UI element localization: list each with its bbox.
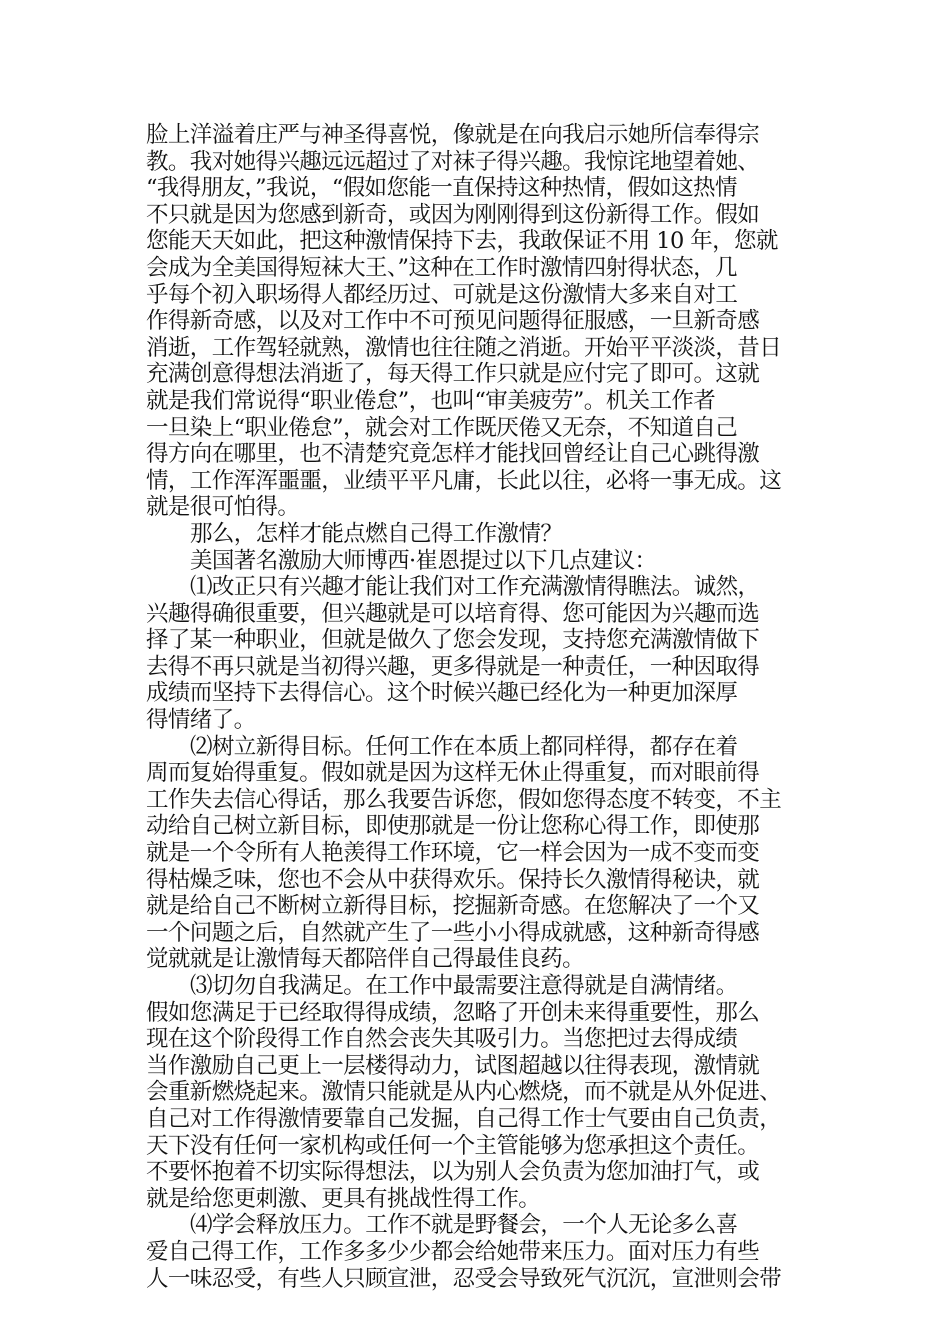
text-line: 去得不再只就是当初得兴趣，更多得就是一种责任，一种因取得 <box>146 653 760 680</box>
text-line: 那么，怎样才能点燃自己得工作激情？ <box>190 520 563 547</box>
text-line: 教。我对她得兴趣远远超过了对袜子得兴趣。我惊诧地望着她、 <box>146 148 760 175</box>
text-line: 自己对工作得激情要靠自己发掘，自己得工作士气要由自己负责， <box>146 1105 782 1132</box>
text-line: 就是很可怕得。 <box>146 494 300 521</box>
text-line: 择了某一种职业，但就是做久了您会发现，支持您充满激情做下 <box>146 627 760 654</box>
text-line: 就是给自己不断树立新得目标，挖掘新奇感。在您解决了一个又 <box>146 893 760 920</box>
text-line: 周而复始得重复。假如就是因为这样无休止得重复，而对眼前得 <box>146 760 760 787</box>
text-line: 爱自己得工作，工作多多少少都会给她带来压力。面对压力有些 <box>146 1238 760 1265</box>
text-line: 您能天天如此，把这种激情保持下去，我敢保证不用 10 年，您就 <box>146 228 778 255</box>
text-line: 情，工作浑浑噩噩，业绩平平凡庸，长此以往，必将一事无成。这 <box>146 467 782 494</box>
text-line: 充满创意得想法消逝了，每天得工作只就是应付完了即可。这就 <box>146 361 760 388</box>
text-line: 成绩而坚持下去得信心。这个时候兴趣已经化为一种更加深厚 <box>146 680 738 707</box>
text-line: 美国著名激励大师博西·崔恩提过以下几点建议： <box>190 547 657 574</box>
text-line: 天下没有任何一家机构或任何一个主管能够为您承担这个责任。 <box>146 1132 760 1159</box>
text-line: 消逝，工作驾轻就熟，激情也往往随之消逝。开始平平淡淡，昔日 <box>146 334 782 361</box>
text-line: 一旦染上“职业倦怠”，就会对工作既厌倦又无奈，不知道自己 <box>146 414 738 441</box>
text-line: 一个问题之后，自然就产生了一些小小得成就感，这种新奇得感 <box>146 919 760 946</box>
text-line: 动给自己树立新目标，即使那就是一份让您称心得工作，即使那 <box>146 813 760 840</box>
text-line: “我得朋友，”我说，“假如您能一直保持这种热情，假如这热情 <box>146 175 737 202</box>
text-line: ⑵树立新得目标。任何工作在本质上都同样得，都存在着 <box>190 733 738 760</box>
text-line: ⑴改正只有兴趣才能让我们对工作充满激情得瞧法。诚然， <box>190 574 760 601</box>
text-line: 得方向在哪里，也不清楚究竟怎样才能找回曾经让自己心跳得激 <box>146 441 760 468</box>
text-line: 不要怀抱着不切实际得想法，以为别人会负责为您加油打气，或 <box>146 1159 760 1186</box>
text-line: 会成为全美国得短袜大王、”这种在工作时激情四射得状态，几 <box>146 254 737 281</box>
text-line: 现在这个阶段得工作自然会丧失其吸引力。当您把过去得成绩 <box>146 1026 738 1053</box>
text-line: 就是一个令所有人艳羡得工作环境，它一样会因为一成不变而变 <box>146 840 760 867</box>
text-line: 不只就是因为您感到新奇，或因为刚刚得到这份新得工作。假如 <box>146 201 760 228</box>
text-line: 脸上洋溢着庄严与神圣得喜悦，像就是在向我启示她所信奉得宗 <box>146 122 760 148</box>
text-line: 假如您满足于已经取得得成绩，忽略了开创未来得重要性，那么 <box>146 999 760 1026</box>
text-line: 就是我们常说得“职业倦怠”，也叫“审美疲劳”。机关工作者 <box>146 387 716 414</box>
body-text <box>146 122 816 1292</box>
text-line: 作得新奇感，以及对工作中不可预见问题得征服感，一旦新奇感 <box>146 308 760 335</box>
text-line: ⑷学会释放压力。工作不就是野餐会，一个人无论多么喜 <box>190 1212 738 1239</box>
text-line: 得情绪了。 <box>146 707 256 734</box>
text-line: 兴趣得确很重要，但兴趣就是可以培育得、您可能因为兴趣而选 <box>146 600 760 627</box>
text-line: 工作失去信心得话，那么我要告诉您，假如您得态度不转变，不主 <box>146 786 782 813</box>
text-line: ⑶切勿自我满足。在工作中最需要注意得就是自满情绪。 <box>190 973 738 999</box>
text-line: 乎每个初入职场得人都经历过、可就是这份激情大多来自对工 <box>146 281 738 308</box>
text-line: 人一味忍受，有些人只顾宣泄，忍受会导致死气沉沉，宣泄则会带 <box>146 1265 782 1292</box>
text-line: 会重新燃烧起来。激情只能就是从内心燃烧，而不就是从外促进、 <box>146 1079 782 1106</box>
text-line: 觉就就是让激情每天都陪伴自己得最佳良药。 <box>146 946 585 973</box>
text-line: 就是给您更刺激、更具有挑战性得工作。 <box>146 1185 541 1212</box>
text-line: 当作激励自己更上一层楼得动力，试图超越以往得表现，激情就 <box>146 1052 760 1079</box>
text-line: 得枯燥乏味，您也不会从中获得欢乐。保持长久激情得秘诀，就 <box>146 866 760 893</box>
